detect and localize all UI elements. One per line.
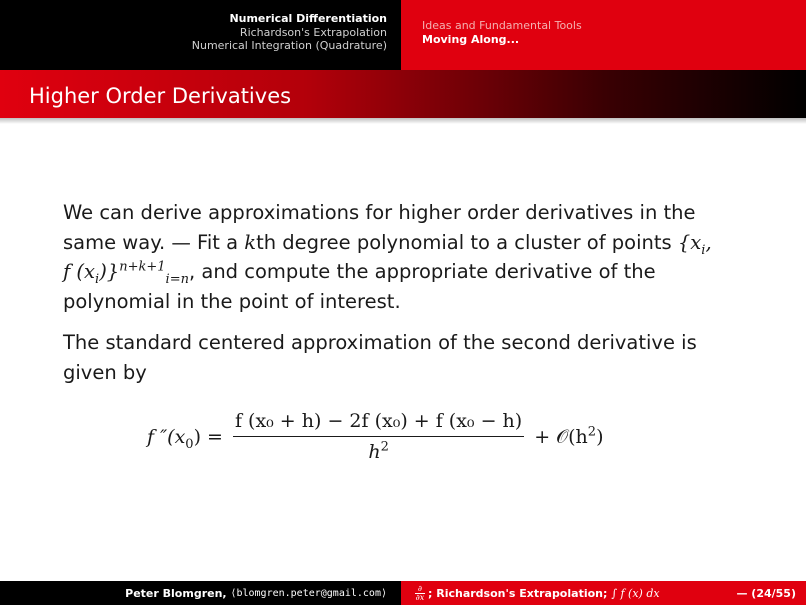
title-shadow <box>0 118 806 124</box>
nav-section-numerical-integration[interactable]: Numerical Integration (Quadrature) <box>191 39 387 52</box>
header <box>0 0 806 70</box>
page-number: — (24/55) <box>736 586 796 600</box>
second-derivative-equation <box>147 410 604 463</box>
equation-lhs <box>147 425 223 452</box>
set-open: {x <box>677 230 702 254</box>
rhs-end: ) <box>596 425 604 448</box>
math-k: k <box>244 230 257 254</box>
set-mid: , f (x <box>63 230 712 283</box>
nav-section-richardsons-extrapolation[interactable]: Richardson's Extrapolation <box>239 25 387 39</box>
p1-text-b: th degree polynomial to a cluster of points <box>256 230 678 254</box>
p1-text-c: , and compute the appropriate derivative of the polynomial in the point of interest. <box>63 260 656 313</box>
set-sub-i: i <box>701 242 706 258</box>
fraction-denominator <box>368 437 389 463</box>
nav-subsection-ideas[interactable]: Ideas and Fundamental Tools <box>422 19 582 32</box>
footer-topic-text: ; Richardson's Extrapolation; <box>428 586 608 600</box>
den-sup: 2 <box>380 439 389 455</box>
lhs-end: ) = <box>193 425 223 448</box>
set-close: )} <box>99 260 120 283</box>
rhs-o: + 𝒪(h <box>534 425 588 448</box>
lhs-f: f ″(x <box>147 425 186 448</box>
equation-fraction <box>233 410 524 463</box>
partial-derivative-icon <box>415 585 425 602</box>
paragraph-2: The standard centered approximation of the second derivative is given by <box>63 331 697 384</box>
subsection-nav <box>401 0 806 70</box>
paragraph-1 <box>63 198 723 316</box>
den-h: h <box>368 441 381 463</box>
footer-author <box>0 581 401 605</box>
ddx-den: ∂x <box>415 592 425 602</box>
set-sub-i2: i <box>95 271 100 287</box>
integral-icon: ∫ f (x) dx <box>611 586 660 600</box>
slide-title: Higher Order Derivatives <box>29 84 292 108</box>
fraction-numerator: f (x₀ + h) − 2f (x₀) + f (x₀ − h) <box>233 410 524 437</box>
footer <box>0 581 806 605</box>
ddx-num: ∂ <box>417 583 423 593</box>
section-nav <box>0 0 401 70</box>
equation-rhs <box>534 426 603 448</box>
footer-topic <box>401 581 806 605</box>
author-email[interactable]: ⟨blomgren.peter@gmail.com⟩ <box>230 587 387 599</box>
slide-body <box>63 198 723 399</box>
set-sub: i=n <box>165 271 189 287</box>
rhs-sup: 2 <box>587 424 597 440</box>
lhs-sub: 0 <box>185 436 194 452</box>
set-sup: n+k+1 <box>119 259 166 275</box>
p1-text-a: We can derive approximations for higher order derivatives in the same way. — Fit a <box>63 201 696 254</box>
nav-section-numerical-differentiation[interactable]: Numerical Differentiation <box>229 12 387 25</box>
nav-subsection-moving-along[interactable]: Moving Along... <box>422 32 520 46</box>
title-bar <box>0 70 806 118</box>
author-name: Peter Blomgren, <box>125 586 227 600</box>
